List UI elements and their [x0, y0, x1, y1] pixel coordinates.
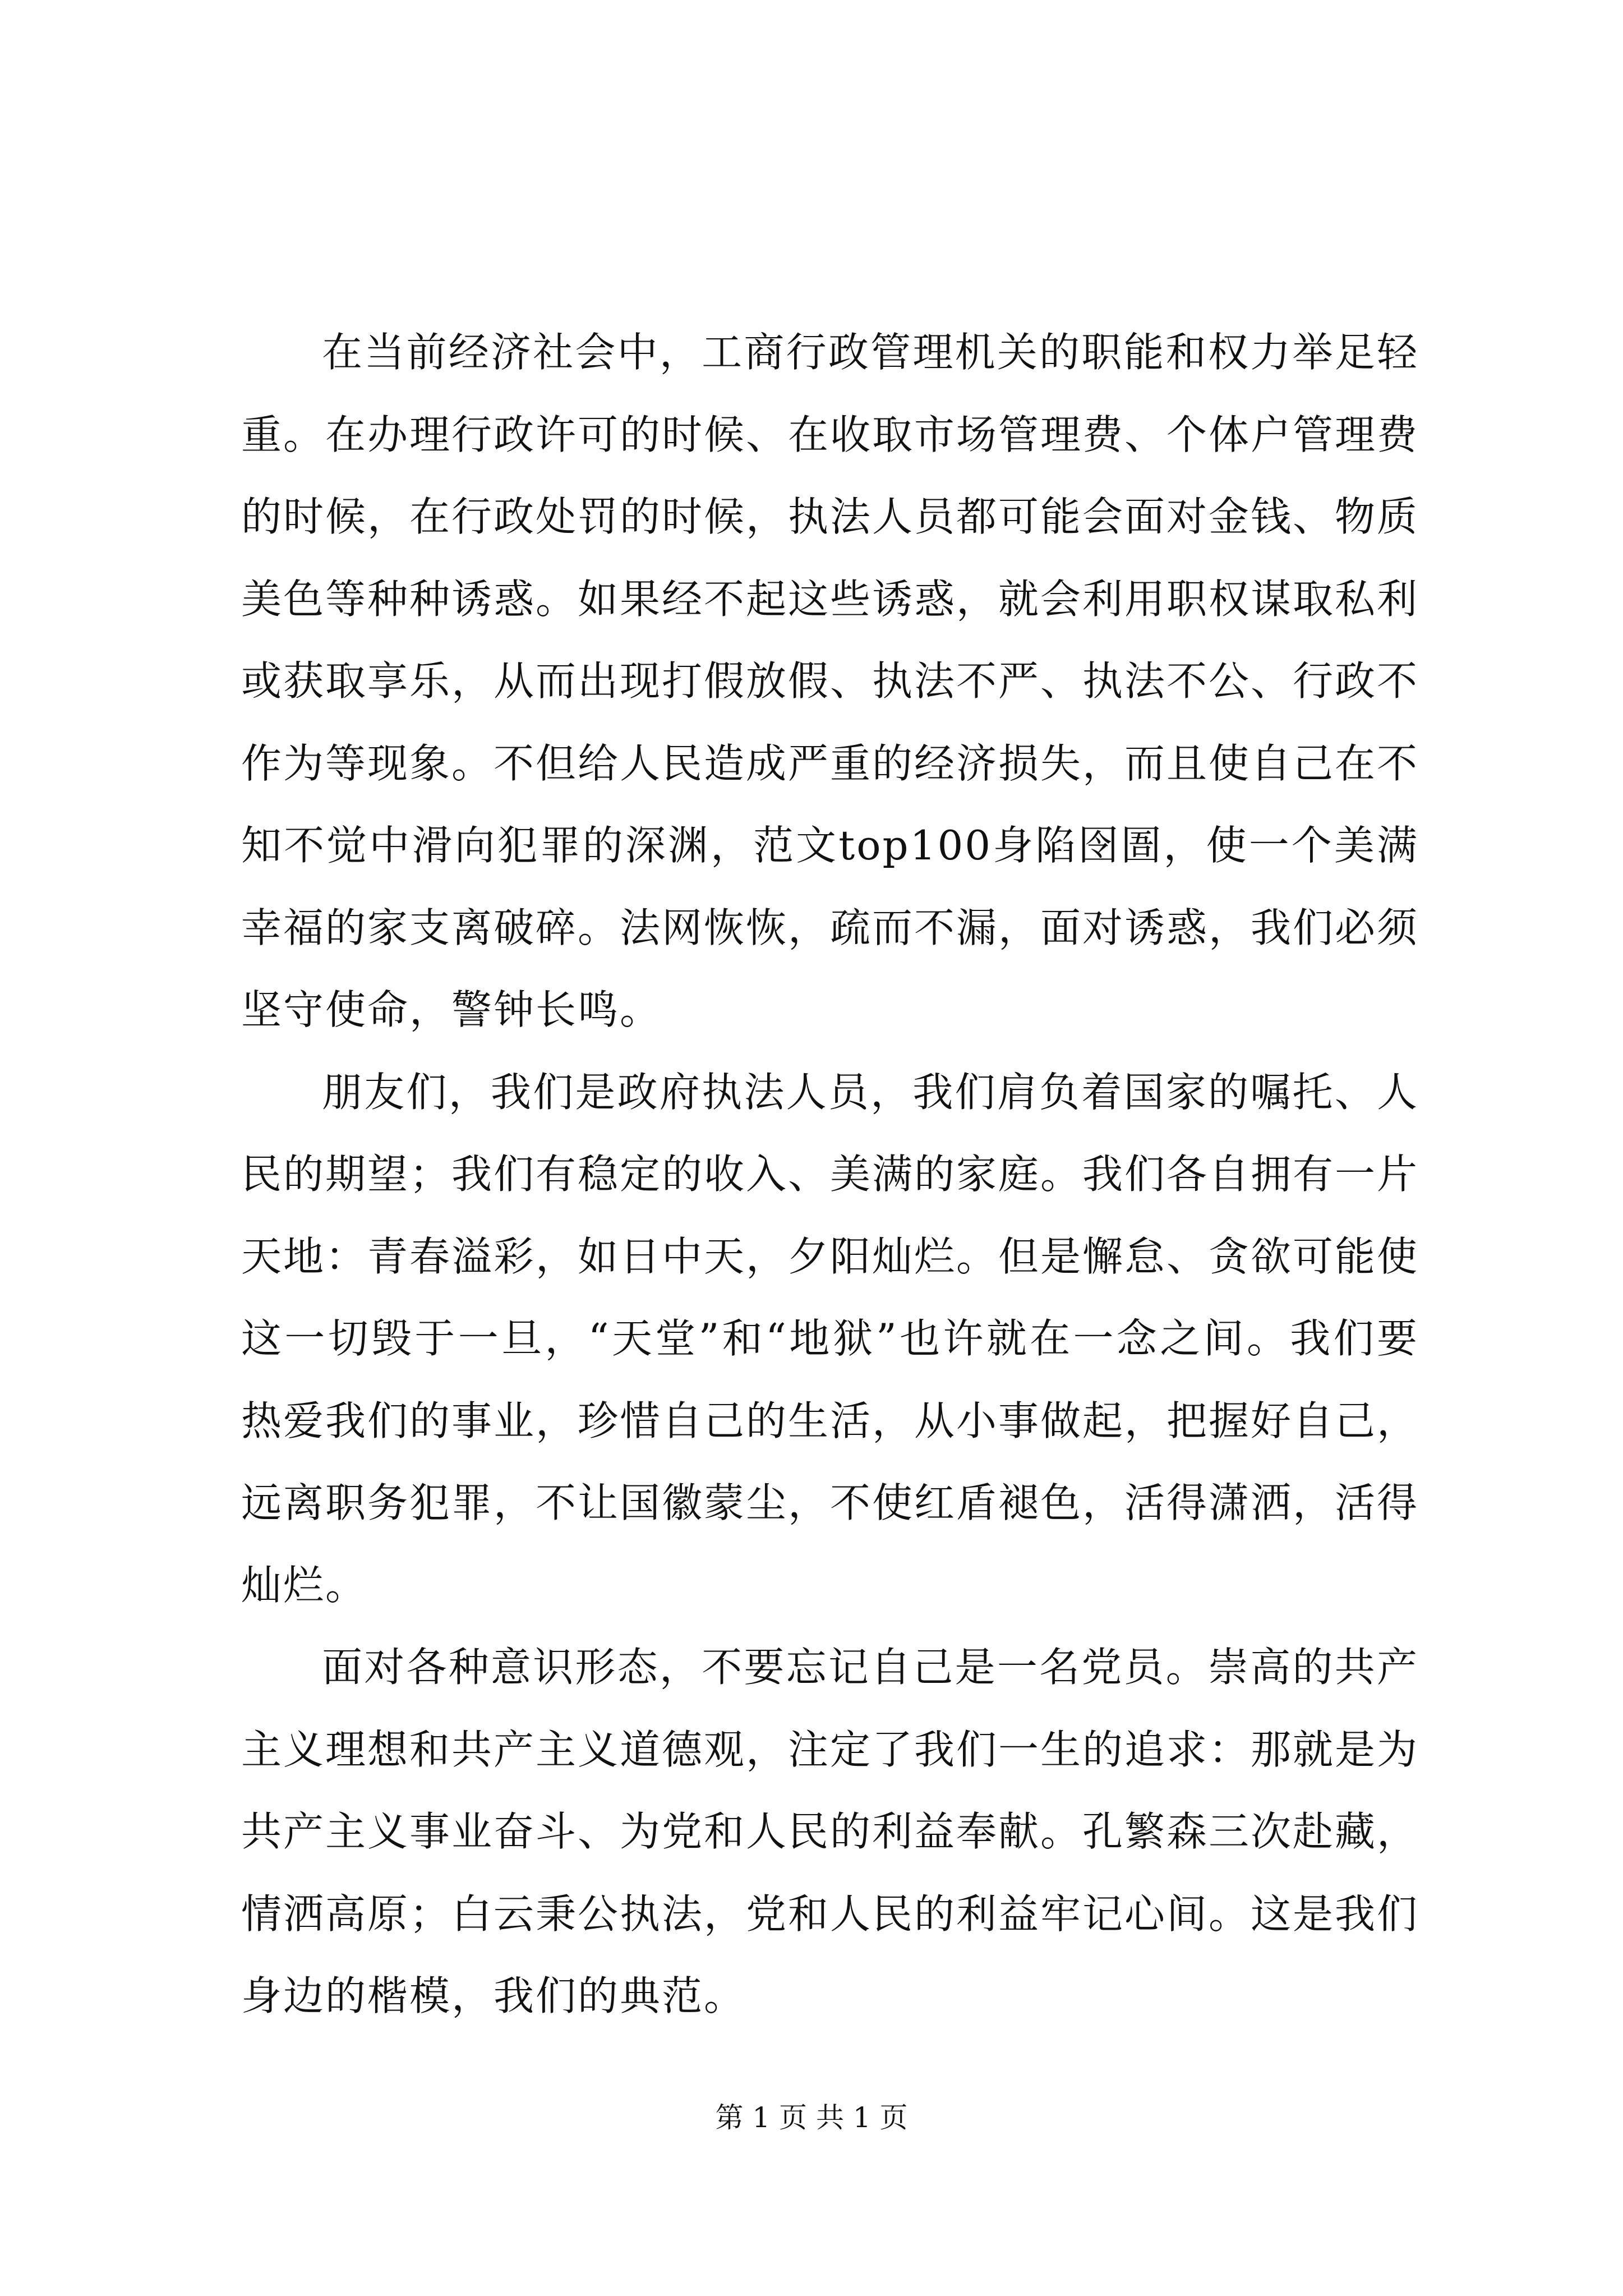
document-body: [241, 311, 1419, 2037]
paragraph-2: 朋友们，我们是政府执法人员，我们肩负着国家的嘱托、人民的期望；我们有稳定的收入、美满的家庭。我们各自拥有一片天地：青春溢彩，如日中天，夕阳灿烂。但是懈怠、贪欲可能使这一切毁于一旦，“天堂”和“地狱”也许就在一念之间。我们要热爱我们的事业，珍惜自己的生活，从小事做起，把握好自己，远离职务犯罪，不让国徽蒙尘，不使红盾褪色，活得潇洒，活得灿烂。: [241, 1068, 1419, 1609]
paragraph-1: 在当前经济社会中，工商行政管理机关的职能和权力举足轻重。在办理行政许可的时候、在收取市场管理费、个体户管理费的时候，在行政处罚的时候，执法人员都可能会面对金钱、物质美色等种种诱惑。如果经不起这些诱惑，就会利用职权谋取私利或获取享乐，从而出现打假放假、执法不严、执法不公、行政不作为等现象。不但给人民造成严重的经济损失，而且使自己在不知不觉中滑向犯罪的深渊，范文top100身陷囹圄，使一个美满幸福的家支离破碎。法网恢恢，疏而不漏，面对诱惑，我们必须坚守使命，警钟长鸣。: [241, 329, 1419, 1033]
page-number-footer: 第 1 页 共 1 页: [715, 2101, 908, 2134]
paragraph-3: 面对各种意识形态，不要忘记自己是一名党员。崇高的共产主义理想和共产主义道德观，注定了我们一生的追求：那就是为共产主义事业奋斗、为党和人民的利益奉献。孔繁森三次赴藏，情洒高原；白云秉公执法，党和人民的利益牢记心间。这是我们身边的楷模，我们的典范。: [241, 1644, 1419, 2019]
